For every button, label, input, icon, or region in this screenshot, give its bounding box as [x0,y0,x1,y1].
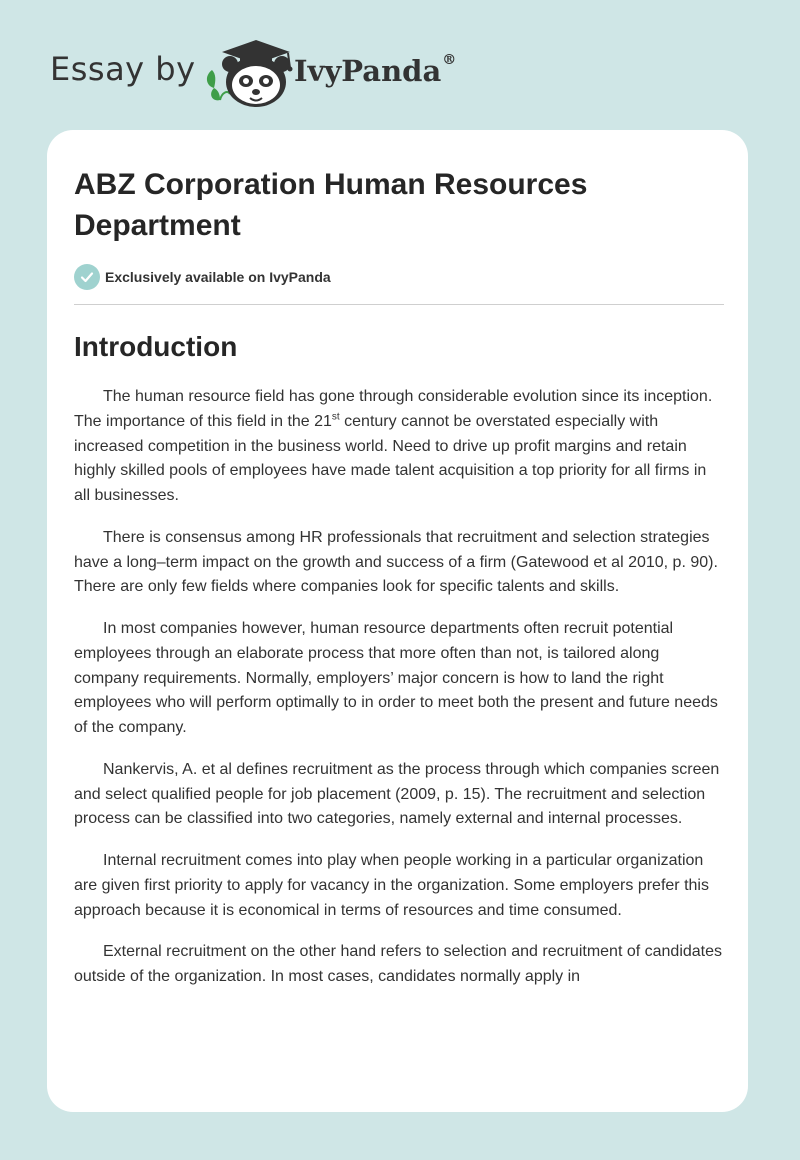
essay-by-label: Essay by [50,50,196,88]
essay-body [74,385,724,990]
exclusive-badge [74,264,724,290]
site-header [50,36,510,108]
paragraph-2: There is consensus among HR professionals that recruitment and selection strategies have a long–term impact on the growth and success of a firm (Gatewood et al 2010, p. 90). There are only few fields where companies look for specific talents and skills. [74,528,718,596]
exclusive-badge-text: Exclusively available on IvyPanda [105,269,331,285]
panda-logo-icon[interactable] [202,36,302,108]
brand-name: IvyPanda® [294,52,457,88]
paragraph-5: Internal recruitment comes into play when people working in a particular organization are given first priority to apply for vacancy in the organization. Some employers prefer this approach because it is economical in terms of resources and time consumed. [74,852,709,919]
paragraph-6: External recruitment on the other hand refers to selection and recruitment of candidates outside of the organization. In most cases, candidates normally apply in [74,943,723,985]
divider [74,304,724,305]
paragraph-3: In most companies however, human resource departments often recruit potential employees through an elaborate process that more often than not, is tailored along company requirements. Normally, employers’ major concern is how to land the right employees who will perform optimally to in order to meet both the present and future needs of the company. [74,620,718,736]
essay-content [74,164,724,1007]
ordinal-suffix: st [331,411,340,423]
essay-title: ABZ Corporation Human Resources Department [74,168,588,242]
essay-card [47,130,748,1112]
checkmark-icon [74,264,100,290]
paragraph-4: Nankervis, A. et al defines recruitment as the process through which companies screen and select qualified people for job placement (2009, p. 15). The recruitment and selection process can be classified into two categories, namely external and internal processes. [74,760,720,828]
registered-mark: ® [442,52,457,68]
paragraph-1: The human resource field has gone through considerable evolution since its inception. The importance of this field in the 21st century cannot be overstated especially with increased competition in the business world. Need to drive up profit margins and retain highly skilled pools of employees have made talent acquisition a top priority for all firms in all businesses. [74,388,713,504]
section-heading: Introduction [74,331,238,362]
